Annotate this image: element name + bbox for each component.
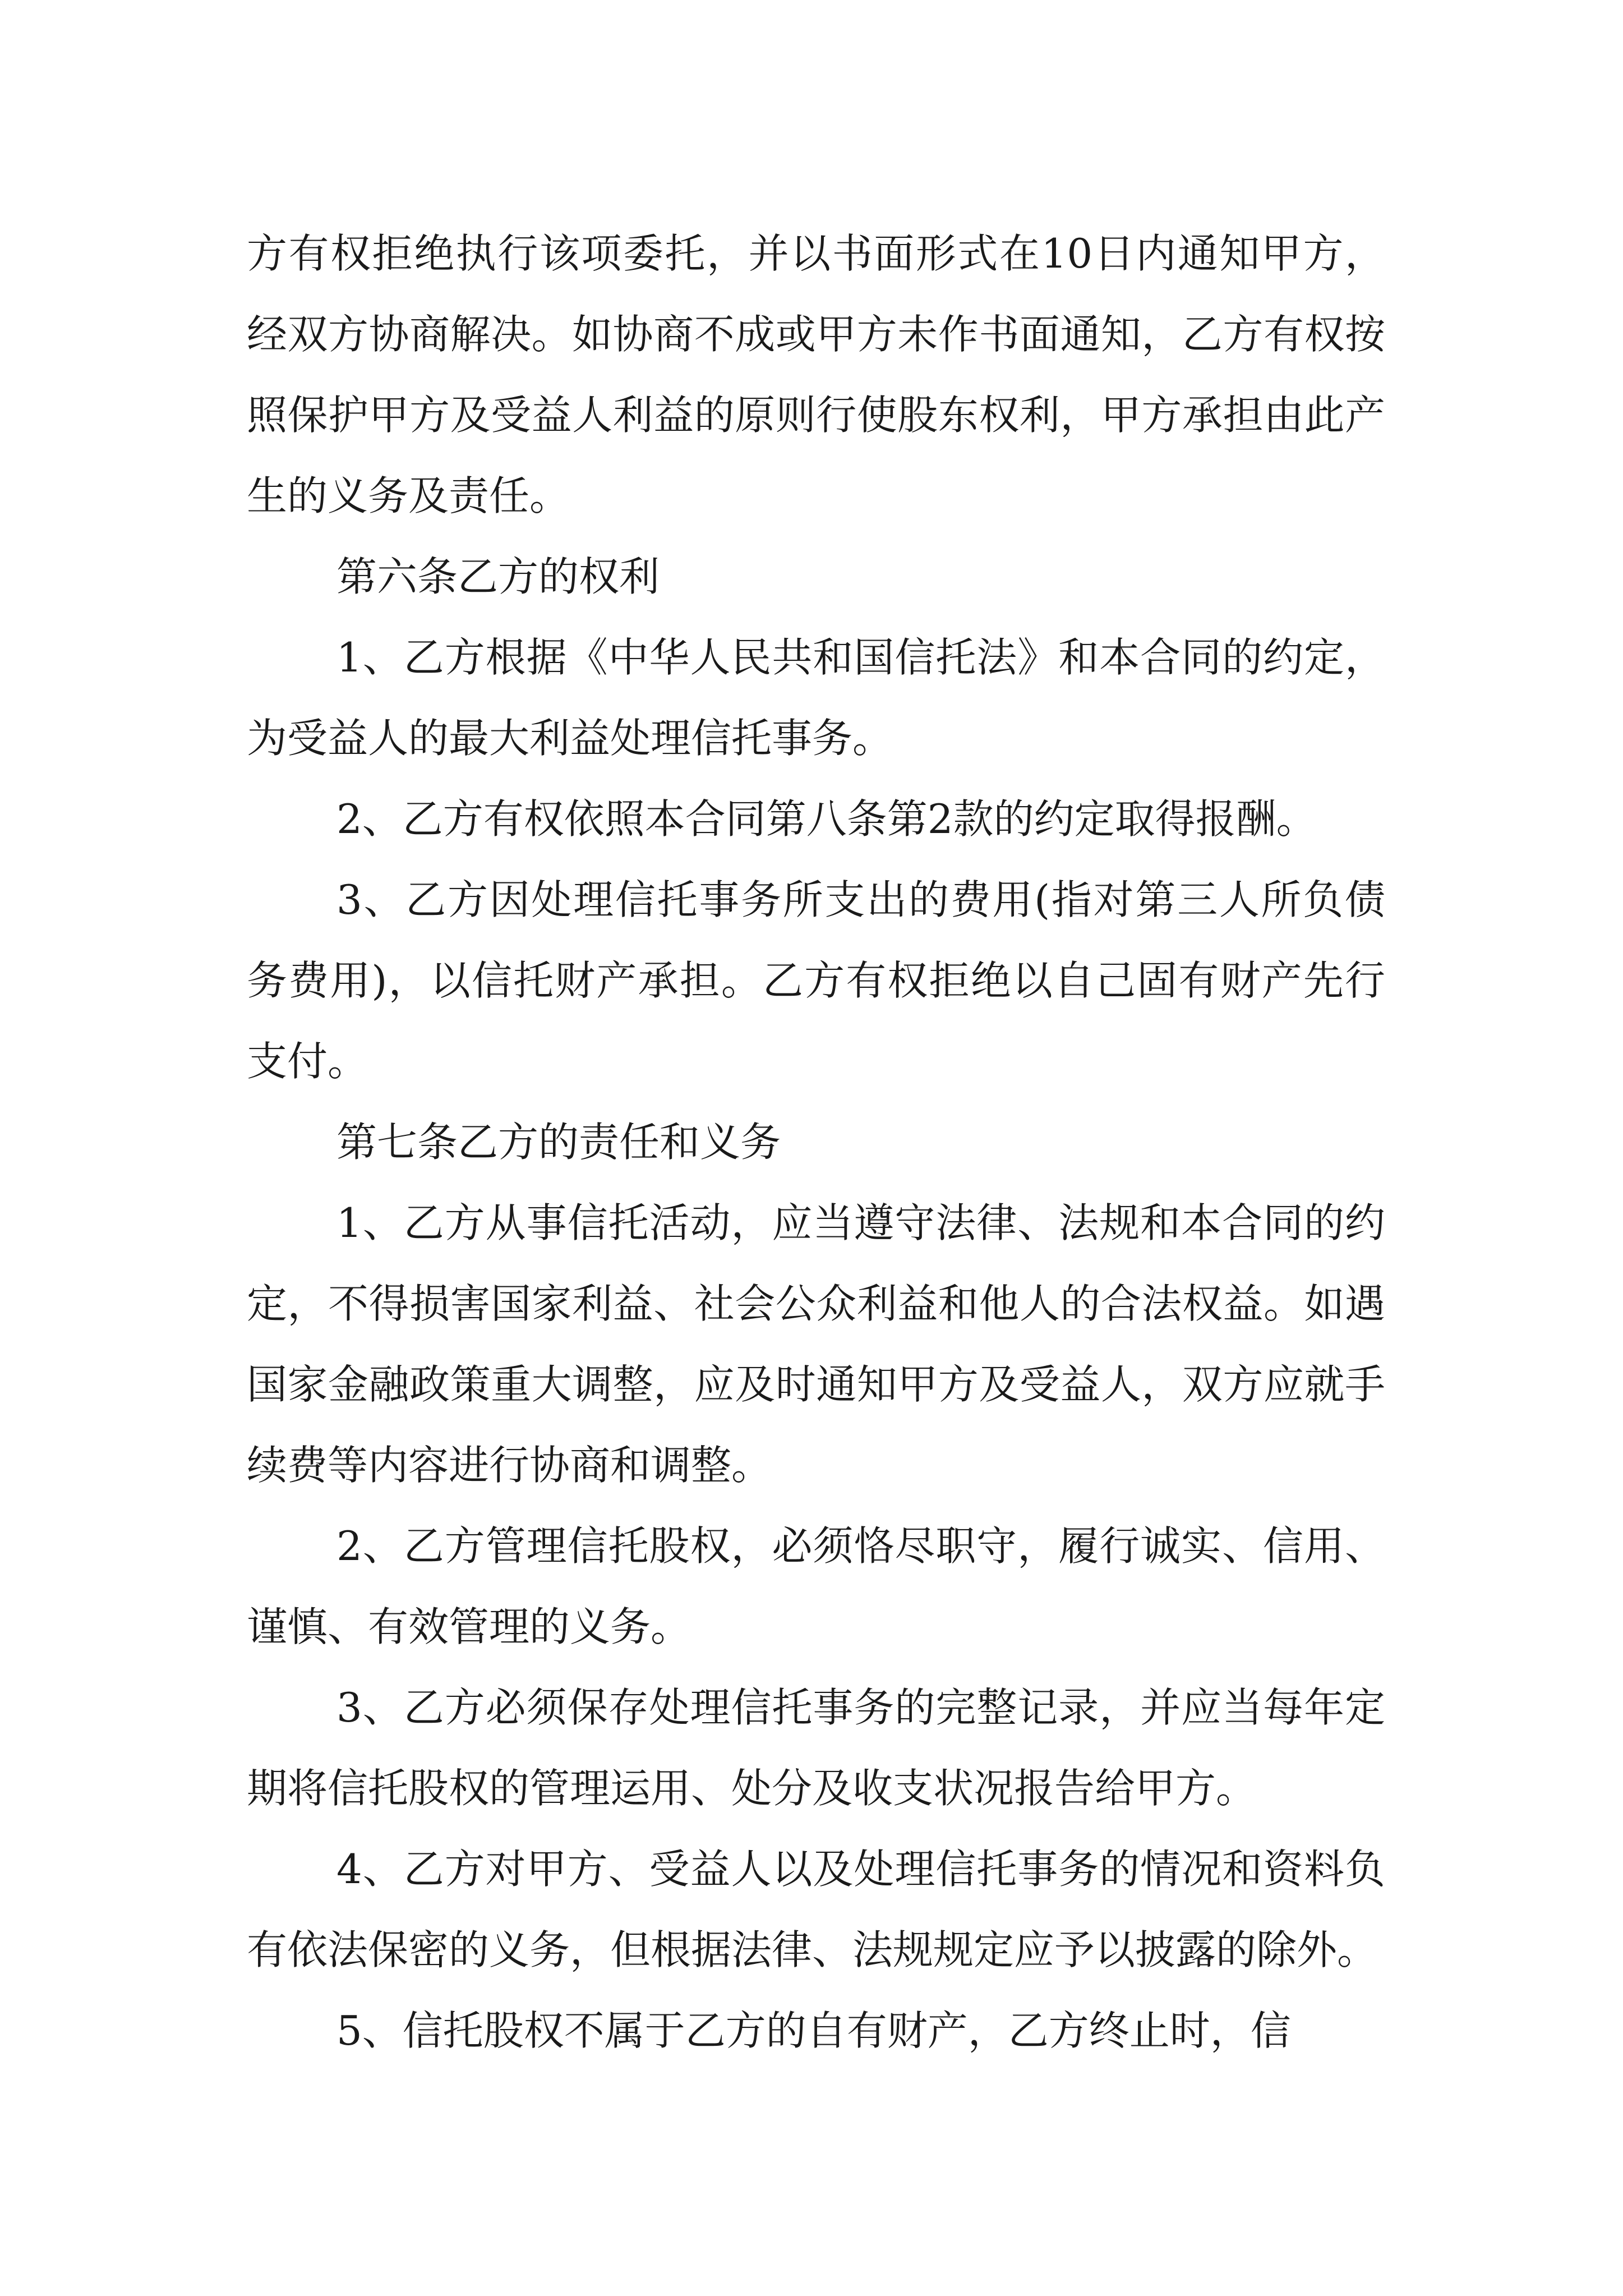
article-7-clause-4: 4、乙方对甲方、受益人以及处理信托事务的情况和资料负有依法保密的义务，但根据法律、法规规定应予以披露的除外。 [247,1846,1385,1973]
paragraph-continuation: 方有权拒绝执行该项委托，并以书面形式在10日内通知甲方，经双方协商解决。如协商不成或甲方未作书面通知，乙方有权按照保护甲方及受益人利益的原则行使股东权利，甲方承担由此产生的义务及责任。 [247,230,1385,519]
article-7-clause-1: 1、乙方从事信托活动，应当遵守法律、法规和本合同的约定，不得损害国家利益、社会公众利益和他人的合法权益。如遇国家金融政策重大调整，应及时通知甲方及受益人，双方应就手续费等内容进行协商和调整。 [247,1199,1385,1489]
document-body [247,213,1385,2071]
article-7-heading: 第七条乙方的责任和义务 [336,1119,781,1166]
article-7-clause-5: 5、信托股权不属于乙方的自有财产，乙方终止时，信 [336,2007,1291,2054]
article-7-clause-2: 2、乙方管理信托股权，必须恪尽职守，履行诚实、信用、谨慎、有效管理的义务。 [247,1522,1385,1650]
article-7-clause-3: 3、乙方必须保存处理信托事务的完整记录，并应当每年定期将信托股权的管理运用、处分及收支状况报告给甲方。 [247,1684,1385,1812]
article-6-clause-3: 3、乙方因处理信托事务所支出的费用(指对第三人所负债务费用)，以信托财产承担。乙方有权拒绝以自己固有财产先行支付。 [247,876,1385,1085]
article-6-clause-1: 1、乙方根据《中华人民共和国信托法》和本合同的约定，为受益人的最大利益处理信托事务。 [247,634,1385,762]
article-6-heading: 第六条乙方的权利 [336,553,660,600]
article-6-clause-2: 2、乙方有权依照本合同第八条第2款的约定取得报酬。 [336,795,1317,843]
